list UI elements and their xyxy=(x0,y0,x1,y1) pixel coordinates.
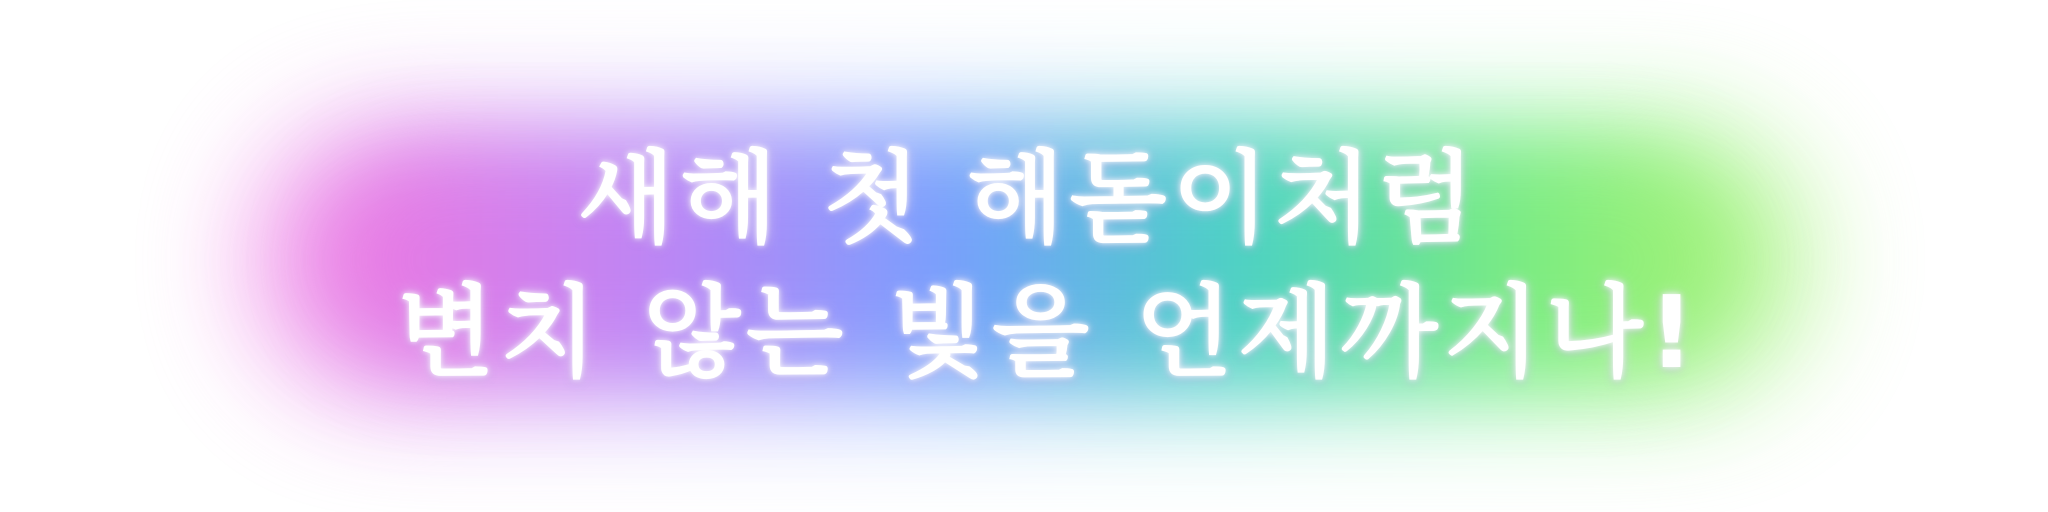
caption-line-1: 새해 첫 해돋이처럼 xyxy=(577,140,1481,257)
caption-line-2: 변치 않는 빛을 언제까지나! xyxy=(397,274,1701,391)
caption-text xyxy=(0,132,2048,400)
